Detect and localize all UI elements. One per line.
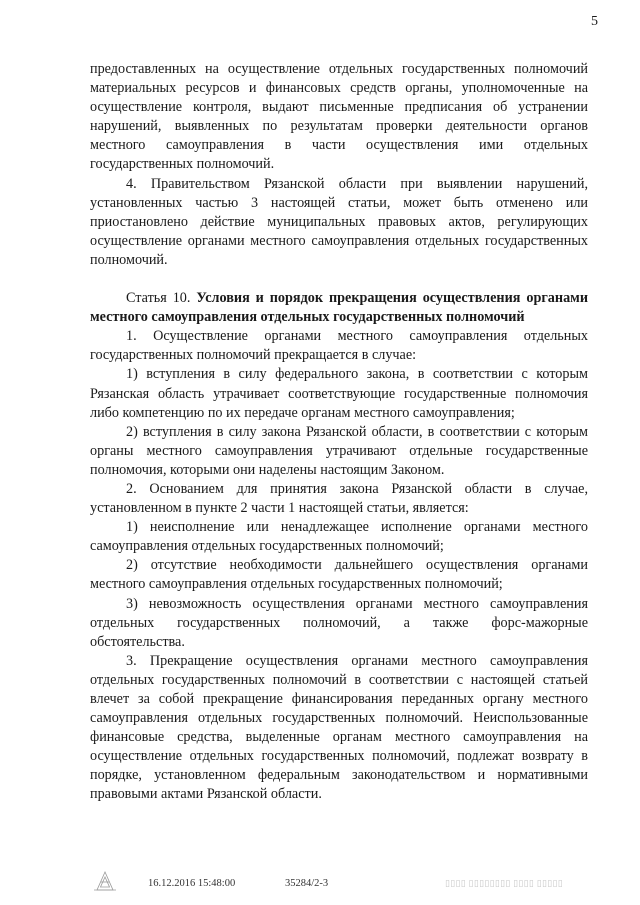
article-prefix: Статья 10.: [126, 290, 197, 307]
paragraph: предоставленных на осуществление отдельных государственных полномочий материальных ресурсов и финансовых средств органы, уполномоченные на осуществление контроля, выдают письменные предписания об устранении нарушений, выявленных по результатам проверки деятельности органов местного самоуправления в части осуществления ими отдельных государственных полномочий.: [90, 61, 588, 173]
paragraph: 3. Прекращение осуществления органами местного самоуправления отдельных государственных полномочий в соответствии с настоящей статьей влечет за собой прекращение финансирования переданных органу местного самоуправления отдельных государственных полномочий. Неиспользованные финансовые средства, выделенные органам местного самоуправления на осуществление отдельных государственных полномочий, подлежат возврату в порядке, установленном федеральным законодательством и нормативными правовыми актами Рязанской области.: [90, 652, 588, 803]
faded-stamp: ▯▯▯▯ ▯▯▯▯▯▯▯▯ ▯▯▯▯ ▯▯▯▯▯: [445, 878, 563, 888]
registry-logo-icon: [92, 870, 118, 892]
paragraph: 2) отсутствие необходимости дальнейшего осуществления органами местного самоуправления отдельных государственных полномочий;: [90, 557, 588, 593]
footer-timestamp: 16.12.2016 15:48:00: [148, 878, 236, 889]
paragraph: 1) вступления в силу федерального закона, в соответствии с которым Рязанская область утрачивает соответствующие государственные полномочия либо компетенцию по их передаче органам местного самоуправления;: [90, 366, 588, 421]
footer-document-number: 35284/2-3: [285, 878, 329, 889]
paragraph: 2) вступления в силу закона Рязанской области, в соответствии с которым органы местного самоуправления утрачивают отдельные государственные полномочия, которыми они наделены настоящим Законом.: [90, 423, 588, 478]
article-title: Условия и порядок прекращения осуществления органами местного самоуправления отдельных государственных полномочий: [90, 290, 589, 326]
page-number: 5: [591, 14, 598, 29]
document-body: [90, 60, 588, 805]
paragraph: 1. Осуществление органами местного самоуправления отдельных государственных полномочий прекращается в случае:: [90, 328, 588, 364]
page-footer: [0, 876, 640, 896]
paragraph: 3) невозможность осуществления органами местного самоуправления отдельных государственных полномочий, а также форс-мажорные обстоятельства.: [90, 595, 588, 650]
spacer: [90, 270, 588, 289]
paragraph: 4. Правительством Рязанской области при выявлении нарушений, установленных частью 3 настоящей статьи, может быть отменено или приостановлено действие муниципальных правовых актов, регулирующих осуществление органами местного самоуправления отдельных государственных полномочий.: [90, 175, 588, 268]
paragraph: 2. Основанием для принятия закона Рязанской области в случае, установленном в пункте 2 части 1 настоящей статьи, является:: [90, 480, 588, 517]
paragraph: 1) неисполнение или ненадлежащее исполнение органами местного самоуправления отдельных государственных полномочий;: [90, 519, 588, 555]
article-heading: [90, 289, 588, 327]
